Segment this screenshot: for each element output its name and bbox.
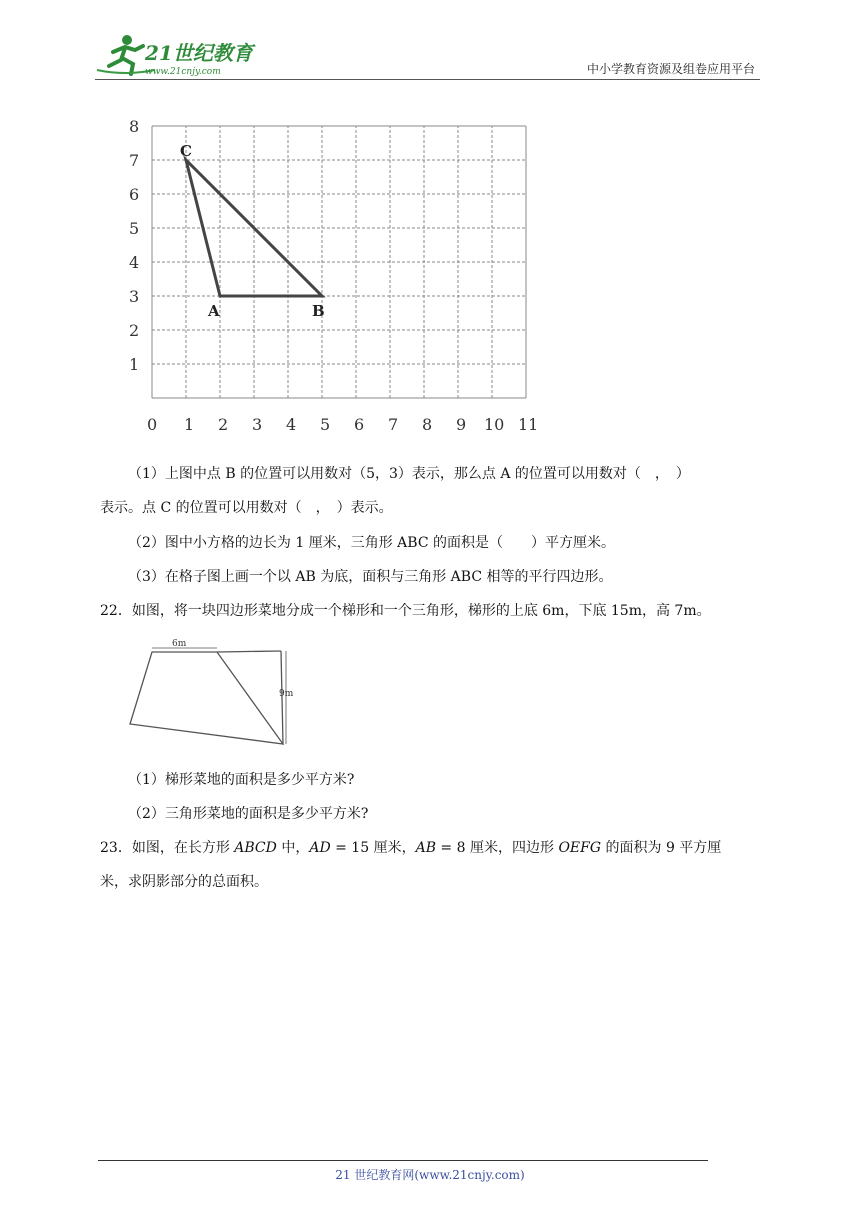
y-tick-label: 7	[129, 151, 140, 170]
y-tick-label: 5	[129, 219, 140, 238]
y-tick-label: 1	[129, 355, 140, 374]
y-tick-label: 2	[129, 321, 140, 340]
x-tick-label: 3	[252, 415, 263, 434]
coordinate-grid-figure	[115, 115, 555, 440]
q23-line1	[100, 838, 721, 858]
q21-part1-line2: 表示。点 C 的位置可以用数对（ ， ）表示。	[100, 500, 393, 516]
x-tick-label: 6	[354, 415, 365, 434]
top-length-label: 6m	[172, 639, 187, 649]
header-divider	[95, 79, 760, 80]
height-label: 9m	[279, 689, 294, 699]
point-label-b: B	[312, 302, 325, 320]
q23-ad-value: = 15 厘米，	[330, 840, 416, 856]
y-tick-label: 8	[129, 117, 140, 136]
q22-part2: （2）三角形菜地的面积是多少平方米?	[128, 806, 369, 822]
grid-lines	[152, 126, 526, 398]
q23-rect-name: ABCD	[234, 840, 277, 856]
q21-part3: （3）在格子图上画一个以 AB 为底，面积与三角形 ABC 相等的平行四边形。	[128, 569, 613, 585]
logo-icon	[95, 30, 265, 80]
trapezoid-field	[130, 652, 283, 744]
q21-part1-line1: （1）上图中点 B 的位置可以用数对（5，3）表示，那么点 A 的位置可以用数对（ ， ）	[128, 466, 690, 482]
y-tick-label: 6	[129, 185, 140, 204]
x-tick-label: 0	[147, 415, 158, 434]
q23-ab: AB	[415, 840, 436, 856]
x-tick-label: 11	[518, 415, 539, 434]
q23-ab-value: = 8 厘米，四边形	[435, 840, 559, 856]
x-tick-label: 10	[484, 415, 505, 434]
q23-text-mid: 中，	[276, 840, 310, 856]
y-tick-label: 4	[129, 253, 140, 272]
x-tick-label: 9	[456, 415, 467, 434]
x-tick-label: 4	[286, 415, 297, 434]
site-logo	[95, 30, 265, 80]
q22-part1: （1）梯形菜地的面积是多少平方米?	[128, 772, 355, 788]
q21-part2: （2）图中小方格的边长为 1 厘米，三角形 ABC 的面积是（ ）平方厘米。	[128, 535, 615, 551]
logo-text: 21世纪教育	[145, 41, 253, 65]
q23-ad: AD	[309, 840, 331, 856]
field-top-edge	[217, 651, 281, 652]
x-tick-label: 2	[218, 415, 229, 434]
header-platform-text: 中小学教育资源及组卷应用平台	[586, 62, 755, 76]
y-tick-label: 3	[129, 287, 140, 306]
x-tick-label: 5	[320, 415, 331, 434]
q22-stem: 22．如图，将一块四边形菜地分成一个梯形和一个三角形，梯形的上底 6m，下底 15m，高 7m。	[100, 603, 711, 619]
x-tick-label: 7	[388, 415, 399, 434]
q23-quad-name: OEFG	[558, 840, 602, 856]
point-label-a: A	[208, 302, 220, 320]
x-tick-label: 1	[184, 415, 195, 434]
point-label-c: C	[180, 142, 192, 160]
footer-divider	[98, 1160, 708, 1161]
logo-url: www.21cnjy.com	[145, 67, 221, 77]
quadrilateral-field-figure	[120, 632, 310, 752]
q23-number: 23．如图，在长方形	[100, 840, 235, 856]
q23-text-end: 的面积为 9 平方厘	[601, 840, 722, 856]
footer-site-text: 21 世纪教育网(www.21cnjy.com)	[335, 1168, 525, 1182]
x-tick-label: 8	[422, 415, 433, 434]
q23-line2: 米，求阴影部分的总面积。	[100, 874, 268, 890]
